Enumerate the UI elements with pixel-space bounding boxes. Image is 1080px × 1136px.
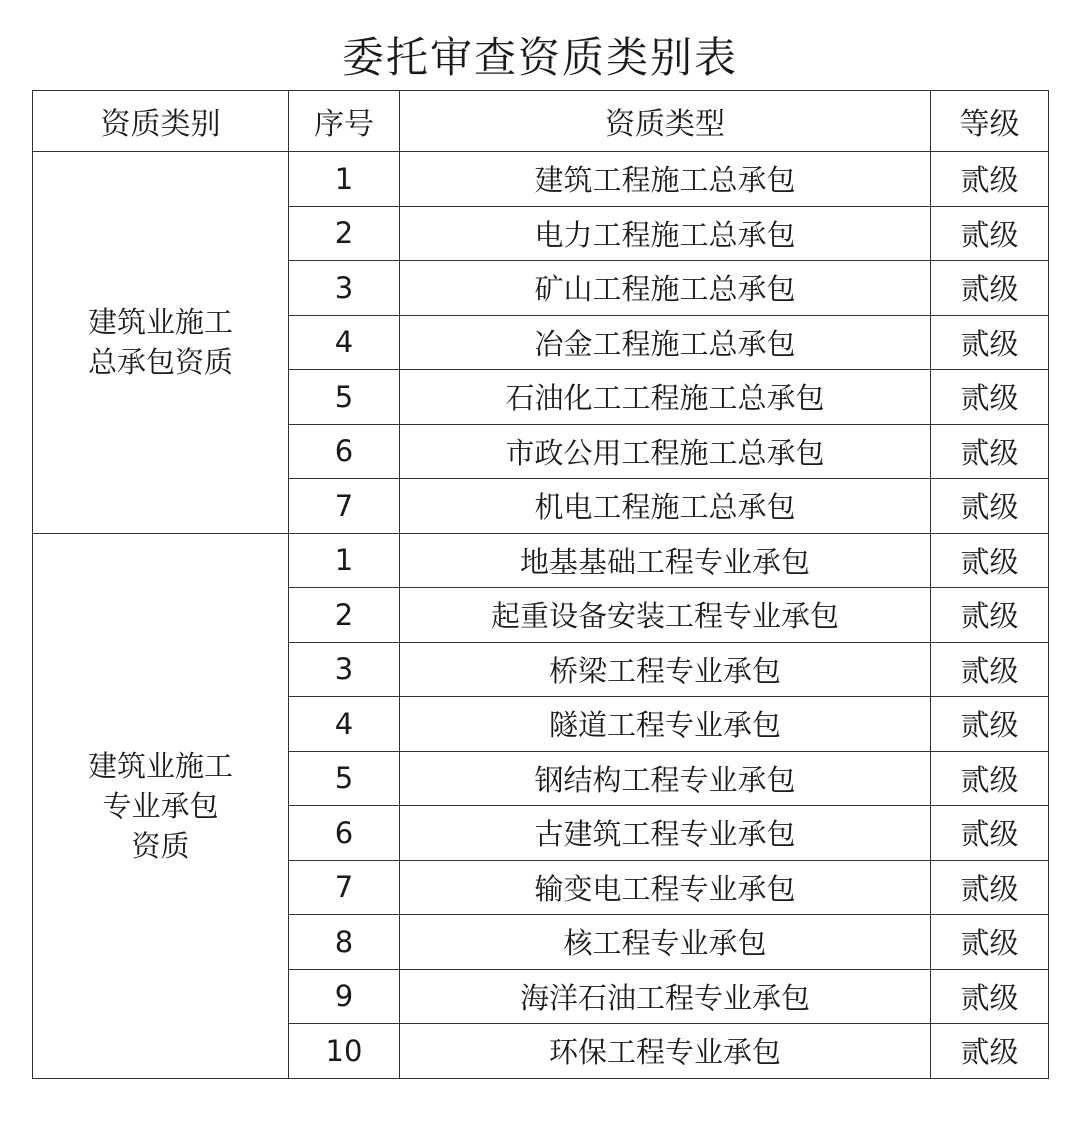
type-cell: 起重设备安装工程专业承包 [400, 588, 931, 643]
grade-cell: 贰级 [931, 424, 1049, 479]
grade-cell: 贰级 [931, 860, 1049, 915]
grade-cell: 贰级 [931, 969, 1049, 1024]
category-cell [33, 533, 289, 1078]
category-line: 建筑业施工 [87, 748, 233, 783]
category-cell [33, 152, 289, 534]
grade-cell: 贰级 [931, 479, 1049, 534]
index-cell: 4 [289, 315, 400, 370]
index-cell: 6 [289, 424, 400, 479]
grade-cell: 贰级 [931, 152, 1049, 207]
grade-cell: 贰级 [931, 315, 1049, 370]
page-title: 委托审查资质类别表 [341, 33, 738, 82]
grade-cell: 贰级 [931, 261, 1049, 316]
type-cell: 地基基础工程专业承包 [400, 533, 931, 588]
category-line: 资质 [131, 828, 190, 863]
type-cell: 核工程专业承包 [400, 915, 931, 970]
type-cell: 建筑工程施工总承包 [400, 152, 931, 207]
grade-cell: 贰级 [931, 697, 1049, 752]
header-category: 资质类别 [33, 91, 289, 152]
grade-cell: 贰级 [931, 206, 1049, 261]
grade-cell: 贰级 [931, 533, 1049, 588]
header-row [33, 91, 1049, 152]
table-row [33, 152, 1049, 207]
category-line: 专业承包 [102, 788, 219, 823]
type-cell: 输变电工程专业承包 [400, 860, 931, 915]
type-cell: 桥梁工程专业承包 [400, 642, 931, 697]
index-cell: 1 [289, 152, 400, 207]
grade-cell: 贰级 [931, 806, 1049, 861]
type-cell: 市政公用工程施工总承包 [400, 424, 931, 479]
index-cell: 3 [289, 642, 400, 697]
category-line: 总承包资质 [87, 345, 233, 380]
header-index: 序号 [289, 91, 400, 152]
type-cell: 冶金工程施工总承包 [400, 315, 931, 370]
header-type: 资质类型 [400, 91, 931, 152]
type-cell: 机电工程施工总承包 [400, 479, 931, 534]
type-cell: 钢结构工程专业承包 [400, 751, 931, 806]
grade-cell: 贰级 [931, 370, 1049, 425]
type-cell: 石油化工工程施工总承包 [400, 370, 931, 425]
index-cell: 3 [289, 261, 400, 316]
index-cell: 7 [289, 860, 400, 915]
type-cell: 矿山工程施工总承包 [400, 261, 931, 316]
type-cell: 海洋石油工程专业承包 [400, 969, 931, 1024]
category-line: 建筑业施工 [87, 305, 233, 340]
index-cell: 5 [289, 751, 400, 806]
qualification-table [32, 90, 1049, 1079]
type-cell: 环保工程专业承包 [400, 1024, 931, 1079]
type-cell: 古建筑工程专业承包 [400, 806, 931, 861]
index-cell: 1 [289, 533, 400, 588]
index-cell: 10 [289, 1024, 400, 1079]
grade-cell: 贰级 [931, 588, 1049, 643]
index-cell: 2 [289, 206, 400, 261]
index-cell: 5 [289, 370, 400, 425]
index-cell: 7 [289, 479, 400, 534]
grade-cell: 贰级 [931, 1024, 1049, 1079]
header-grade: 等级 [931, 91, 1049, 152]
grade-cell: 贰级 [931, 642, 1049, 697]
type-cell: 隧道工程专业承包 [400, 697, 931, 752]
type-cell: 电力工程施工总承包 [400, 206, 931, 261]
index-cell: 2 [289, 588, 400, 643]
grade-cell: 贰级 [931, 915, 1049, 970]
table-row [33, 533, 1049, 588]
grade-cell: 贰级 [931, 751, 1049, 806]
index-cell: 8 [289, 915, 400, 970]
index-cell: 6 [289, 806, 400, 861]
index-cell: 4 [289, 697, 400, 752]
table-body [33, 152, 1049, 1079]
index-cell: 9 [289, 969, 400, 1024]
